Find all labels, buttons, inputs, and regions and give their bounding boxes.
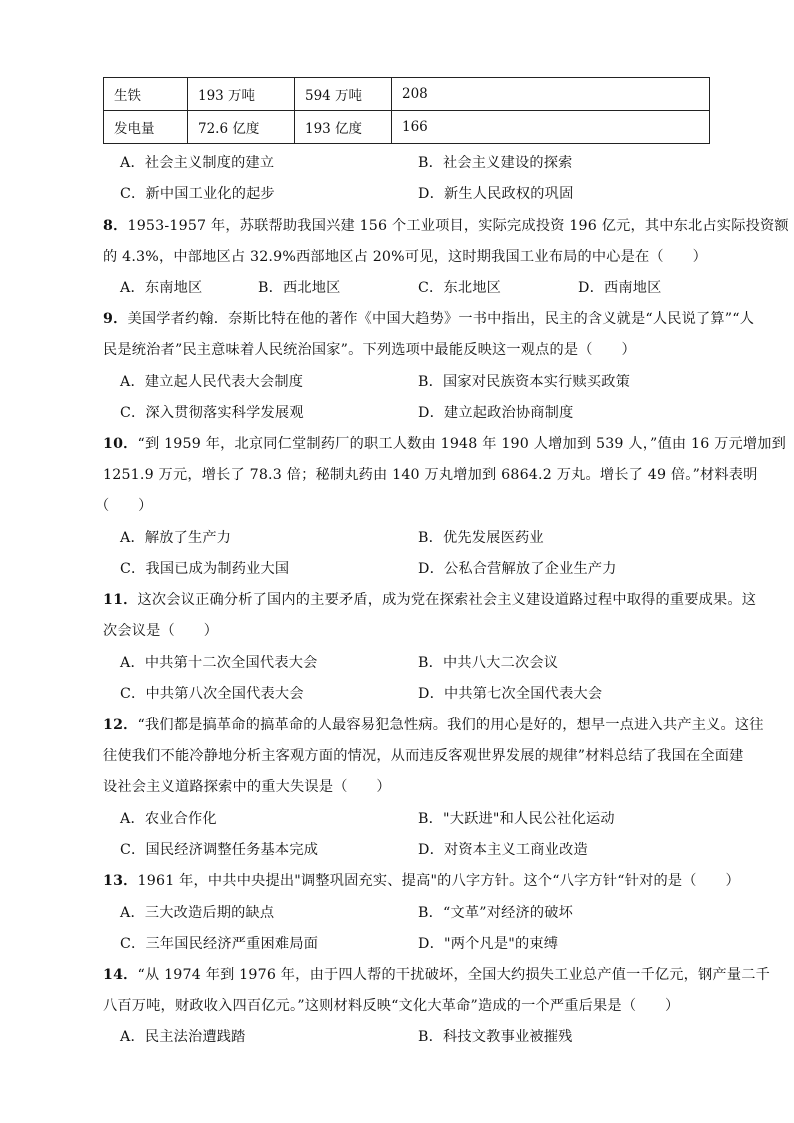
question-text: 这次会议正确分析了国内的主要矛盾，成为党在探索社会主义建设道路过程中取得的重要成果。这 [137, 592, 757, 608]
question-text: “从 1974 年到 1976 年，由于四人帮的干扰破坏，全国大约损失工业总产值一千亿元，钢产量二千 [137, 967, 770, 983]
option-c[interactable]: C．中共第八次全国代表大会 [120, 686, 304, 702]
question-text: 往使我们不能冷静地分析主客观方面的情况，从而违反客观世界发展的规律”材料总结了我国在全面建 [103, 748, 744, 764]
table-cell: 208 [392, 78, 710, 111]
table-cell: 594 万吨 [295, 78, 392, 111]
option-a[interactable]: A．社会主义制度的建立 [120, 155, 275, 171]
option-c[interactable]: C．东北地区 [418, 280, 501, 296]
question-number: 12． [103, 717, 138, 733]
question-number: 11． [103, 592, 138, 608]
question-11 [103, 589, 756, 609]
question-text: 1953-1957 年，苏联帮助我国兴建 156 个工业项目，实际完成投资 196 亿元，其中东北占实际投资额 [127, 218, 789, 234]
question-text: “到 1959 年，北京同仁堂制药厂的职工人数由 1948 年 190 人增加到 539 人，”值由 16 万元增加到 [137, 436, 787, 452]
answer-blank: （ ） [95, 498, 153, 514]
option-c[interactable]: C．深入贯彻落实科学发展观 [120, 405, 304, 421]
option-a[interactable]: A．三大改造后期的缺点 [120, 905, 275, 921]
option-d[interactable]: D．中共第七次全国代表大会 [418, 686, 603, 702]
option-d[interactable]: D．对资本主义工商业改造 [418, 842, 588, 858]
table-cell: 193 万吨 [188, 78, 295, 111]
option-c[interactable]: C．三年国民经济严重困难局面 [120, 936, 319, 952]
question-8 [103, 215, 789, 235]
option-b[interactable]: B．中共八大二次会议 [418, 655, 559, 671]
question-12 [103, 714, 764, 734]
question-text: 八百万吨，财政收入四百亿元。”这则材料反映“文化大革命”造成的一个严重后果是（ ） [103, 998, 680, 1014]
question-text: 1961 年，中共中央提出"调整巩固充实、提高"的八字方针。这个“八字方针“针对的是（ ） [137, 873, 740, 889]
option-d[interactable]: D．建立起政治协商制度 [418, 405, 574, 421]
option-d[interactable]: D．新生人民政权的巩固 [418, 186, 574, 202]
table-cell: 166 [392, 111, 710, 144]
question-13 [103, 870, 740, 890]
table-cell: 193 亿度 [295, 111, 392, 144]
question-number: 8． [103, 218, 128, 234]
option-b[interactable]: B．国家对民族资本实行赎买政策 [418, 374, 631, 390]
question-14 [103, 964, 770, 984]
question-text: 的 4.3%，中部地区占 32.9%西部地区占 20%可见，这时期我国工业布局的中心是在（ ） [103, 249, 707, 265]
option-c[interactable]: C．国民经济调整任务基本完成 [120, 842, 319, 858]
question-text: 美国学者约翰．奈斯比特在他的著作《中国大趋势》一书中指出，民主的含义就是“人民说了算”“人 [127, 311, 755, 327]
option-a[interactable]: A．农业合作化 [120, 811, 217, 827]
question-number: 14． [103, 967, 138, 983]
option-d[interactable]: D．西南地区 [578, 280, 662, 296]
question-text: “我们都是搞革命的搞革命的人最容易犯急性病。我们的用心是好的，想早一点进入共产主义。这往 [137, 717, 764, 733]
table-cell: 发电量 [104, 111, 188, 144]
question-10 [103, 433, 786, 453]
option-a[interactable]: A．东南地区 [120, 280, 203, 296]
option-d[interactable]: D．公私合营解放了企业生产力 [418, 561, 617, 577]
option-b[interactable]: B．优先发展医药业 [418, 530, 544, 546]
option-a[interactable]: A．建立起人民代表大会制度 [120, 374, 304, 390]
option-a[interactable]: A．民主法治遭践踏 [120, 1029, 246, 1045]
table-cell: 72.6 亿度 [188, 111, 295, 144]
table-cell: 生铁 [104, 78, 188, 111]
option-b[interactable]: B．西北地区 [258, 280, 341, 296]
table-row [104, 78, 710, 111]
question-text: 民是统治者”民主意味着人民统治国家”。下列选项中最能反映这一观点的是（ ） [103, 342, 636, 358]
option-c[interactable]: C．我国已成为制药业大国 [120, 561, 290, 577]
option-b[interactable]: B．科技文教事业被摧残 [418, 1029, 573, 1045]
question-number: 9． [103, 311, 128, 327]
question-9 [103, 308, 754, 328]
question-text: 次会议是（ ） [103, 623, 219, 639]
option-c[interactable]: C．新中国工业化的起步 [120, 186, 275, 202]
table-row [104, 111, 710, 144]
option-a[interactable]: A．中共第十二次全国代表大会 [120, 655, 318, 671]
question-text: 设社会主义道路探索中的重大失误是（ ） [103, 779, 391, 795]
question-text: 1251.9 万元，增长了 78.3 倍；秘制丸药由 140 万丸增加到 6864.2 万丸。增长了 49 倍。”材料表明 [103, 467, 758, 483]
option-b[interactable]: B．“文革”对经济的破坏 [418, 905, 574, 921]
question-number: 13． [103, 873, 138, 889]
option-a[interactable]: A．解放了生产力 [120, 530, 232, 546]
option-d[interactable]: D．"两个凡是"的束缚 [418, 936, 559, 952]
option-b[interactable]: B．"大跃进"和人民公社化运动 [418, 811, 615, 827]
option-b[interactable]: B．社会主义建设的探索 [418, 155, 573, 171]
question-number: 10． [103, 436, 138, 452]
statistics-table [103, 77, 710, 144]
